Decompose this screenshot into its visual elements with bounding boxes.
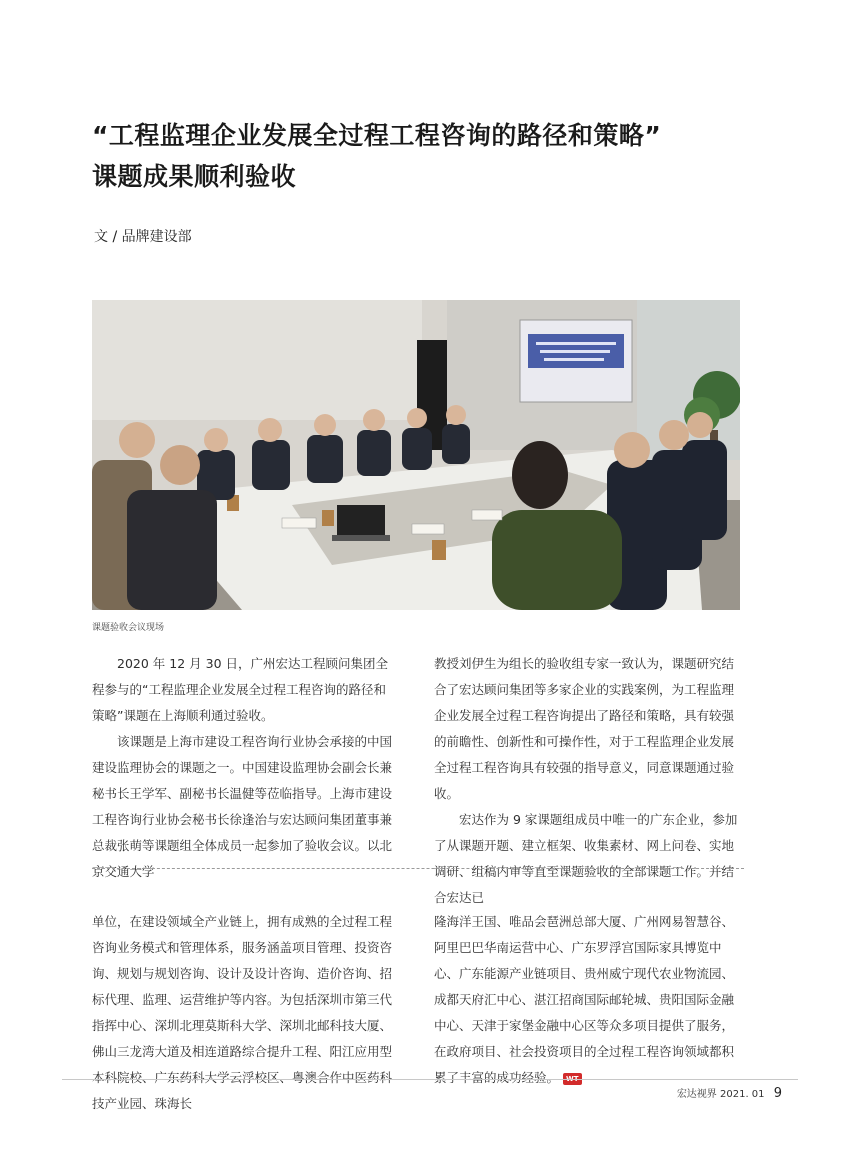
paragraph: 宏达作为 9 家课题组成员中唯一的广东企业，参加了从课题开题、建立框架、收集素材、网上问卷、实地调研、组稿内审等直至课题验收的全部课题工作。并结合宏达已 — [434, 812, 738, 905]
page-number: 9 — [773, 1086, 782, 1101]
title-line-1: “工程监理企业发展全过程工程咨询的路径和策略” — [92, 121, 662, 150]
article-title — [92, 115, 772, 197]
page-footer — [677, 1085, 782, 1101]
paragraph: 2020 年 12 月 30 日，广州宏达工程顾问集团全程参与的“工程监理企业发展全过程工程咨询的路径和策略”课题在上海顺利通过验收。 — [92, 656, 388, 723]
end-mark-logo: WT — [563, 1073, 582, 1085]
footer-rule — [62, 1079, 798, 1080]
body-column-top-right — [434, 651, 739, 911]
paragraph: 隆海洋王国、唯品会琶洲总部大厦、广州网易智慧谷、阿里巴巴华南运营中心、广东罗浮宫国际家具博览中心、广东能源产业链项目、贵州威宁现代农业物流园、成都天府汇中心、湛江招商国际邮轮城、贵阳国际金融中心、天津于家堡金融中心区等众多项目提供了服务，在政府项目、社会投资项目的全过程工程咨询领域都积累了丰富的成功经验。 — [434, 914, 735, 1085]
title-line-2: 课题成果顺利验收 — [92, 162, 297, 191]
magazine-name: 宏达视界 — [676, 1089, 717, 1100]
body-column-bottom-left — [92, 909, 397, 1117]
section-divider — [92, 868, 744, 869]
paragraph: 单位，在建设领域全产业链上，拥有成熟的全过程工程咨询业务模式和管理体系，服务涵盖项目管理、投资咨询、规划与规划咨询、设计及设计咨询、造价咨询、招标代理、监理、运营维护等内容。为包括深圳市第三代指挥中心、深圳北理莫斯科大学、深圳北邮科技大厦、佛山三龙湾大道及相连道路综合提升工程、阳江应用型本科院校、广东药科大学云浮校区、粤澳合作中医药科技产业园、珠海长 — [92, 914, 393, 1111]
photo-caption: 课题验收会议现场 — [92, 623, 165, 633]
meeting-photo — [92, 300, 740, 610]
byline: 文 / 品牌建设部 — [94, 229, 192, 245]
paragraph: 教授刘伊生为组长的验收组专家一致认为，课题研究结合了宏达顾问集团等多家企业的实践案例，为工程监理企业发展全过程工程咨询提出了路径和策略，具有较强的前瞻性、创新性和可操作性，对于工程监理企业发展全过程工程咨询具有较强的指导意义，同意课题通过验收。 — [434, 656, 735, 801]
paragraph-with-end-mark — [434, 909, 739, 1091]
issue-number: 2021. 01 — [720, 1089, 765, 1100]
paragraph: 该课题是上海市建设工程咨询行业协会承接的中国建设监理协会的课题之一。中国建设监理协会副会长兼秘书长王学军、副秘书长温健等莅临指导。上海市建设工程咨询行业协会秘书长徐逢治与宏达顾问集团董事兼总裁张萌等课题组全体成员一起参加了验收会议。以北京交通大学 — [92, 734, 393, 879]
body-column-top-left — [92, 651, 397, 885]
body-column-bottom-right — [434, 909, 739, 1091]
